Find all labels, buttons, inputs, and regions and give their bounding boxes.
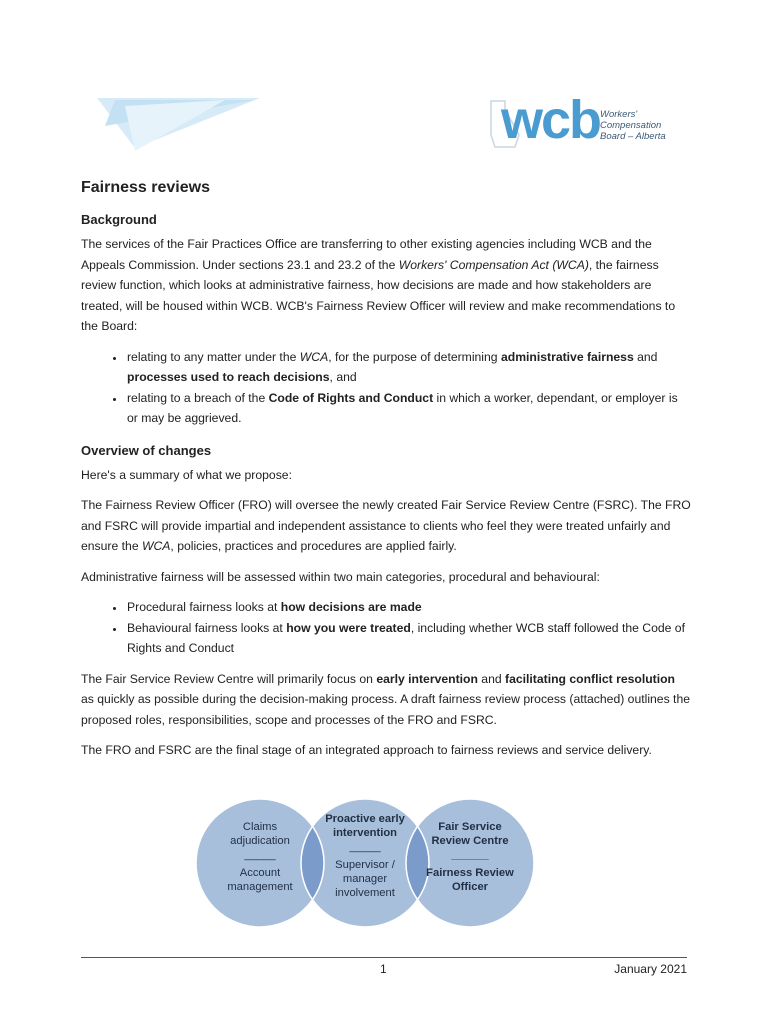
fsrc-paragraph: The Fair Service Review Centre will primarily focus on early intervention and facilitating conflict resolution as quickly as possible during the decision-making process. A draft fairness review process (attached) outlines the proposed roles, responsibilities, scope and processes of the FRO and FSRC.: [81, 671, 691, 727]
overview-paragraph: The Fairness Review Officer (FRO) will oversee the newly created Fair Service Review Centre (FSRC). The FRO and FSRC will provide impartial and independent assistance to clients who feel they were treated unfairly and ensure the WCA, policies, practices and procedures are applied fairly.: [81, 498, 691, 553]
overview-intro: Here's a summary of what we propose:: [81, 467, 292, 482]
list-item: • Procedural fairness looks at how decisions are made: [125, 597, 691, 618]
categories-list: [81, 597, 691, 659]
list-item: • relating to any matter under the WCA, for the purpose of determining administrative fairness and processes used to reach decisions, and: [125, 347, 691, 388]
left-circle-text: Claims adjudication _____ Account management: [227, 821, 293, 893]
integrated-approach-diagram: [195, 793, 535, 933]
document-body: [81, 176, 691, 771]
list-item: • relating to a breach of the Code of Rights and Conduct in which a worker, dependant, or employer is or may be aggrieved.: [125, 388, 691, 429]
page-title: Fairness reviews: [81, 179, 210, 196]
footer-date: January 2021: [614, 962, 687, 976]
final-stage-paragraph: The FRO and FSRC are the final stage of an integrated approach to fairness reviews and service delivery.: [81, 743, 652, 757]
page-number: 1: [380, 962, 387, 976]
wcb-logo: [485, 90, 685, 153]
categories-paragraph: Administrative fairness will be assessed within two main categories, procedural and behavioural:: [81, 569, 600, 584]
overview-heading: Overview of changes: [81, 442, 212, 458]
right-circle-text: Fair Service Review Centre ______ Fairness Review Officer: [426, 821, 514, 893]
background-heading: Background: [81, 212, 157, 227]
logo-wordmark: wcb: [501, 90, 601, 150]
footer-divider: [81, 957, 687, 958]
background-list: [81, 347, 691, 429]
logo-subtitle: Workers' Compensation Board – Alberta: [600, 109, 666, 142]
background-paragraph: The services of the Fair Practices Office are transferring to other existing agencies including WCB and the Appeals Commission. Under sections 23.1 and 23.2 of the Workers' Compensation Act (WCA), the fairness review function, which looks at administrative fairness, how decisions are made and how stakeholders are treated, will be housed within WCB. WCB's Fairness Review Officer will review and make recommendations to the Board:: [81, 237, 676, 333]
middle-circle-text: Proactive early intervention _____ Supervisor / manager involvement: [325, 813, 405, 899]
list-item: • Behavioural fairness looks at how you were treated, including whether WCB staff followed the Code of Rights and Conduct: [125, 618, 691, 659]
header-decoration: [95, 96, 265, 156]
